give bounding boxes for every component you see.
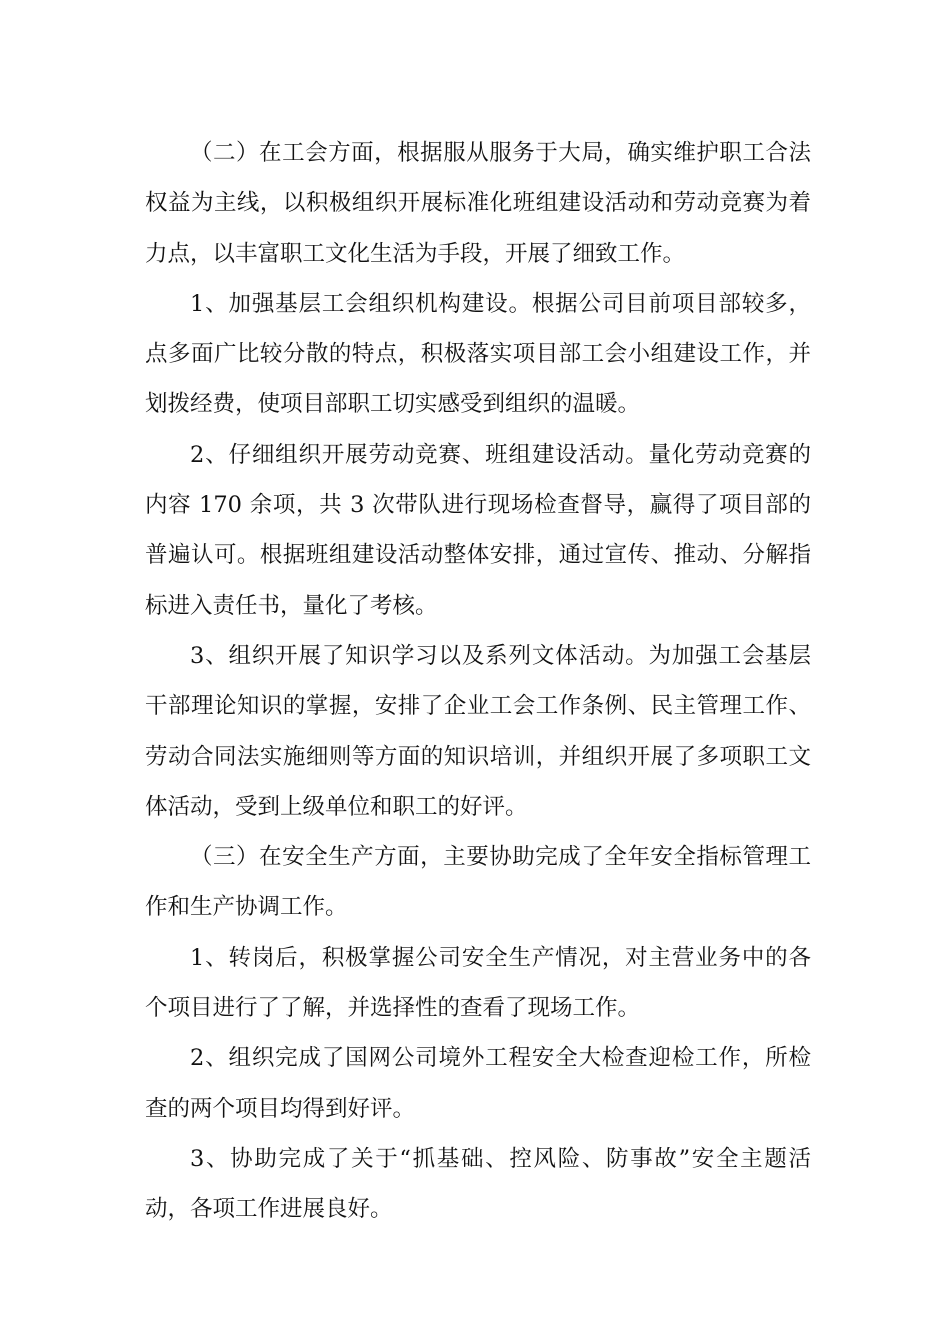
- paragraph-union-item-2: 2、仔细组织开展劳动竞赛、班组建设活动。量化劳动竞赛的内容 170 余项，共 3 次带队进行现场检查督导，赢得了项目部的普遍认可。根据班组建设活动整体安排，通过宣传、推动、分解指标进入责任书，量化了考核。: [145, 441, 811, 619]
- paragraph-safety-section: （三）在安全生产方面，主要协助完成了全年安全指标管理工作和生产协调工作。: [145, 844, 811, 921]
- paragraph-union-item-3: 3、组织开展了知识学习以及系列文体活动。为加强工会基层干部理论知识的掌握，安排了企业工会工作条例、民主管理工作、劳动合同法实施细则等方面的知识培训，并组织开展了多项职工文体活动，受到上级单位和职工的好评。: [145, 642, 811, 820]
- paragraph-union-section: （二）在工会方面，根据服从服务于大局，确实维护职工合法权益为主线，以积极组织开展标准化班组建设活动和劳动竞赛为着力点，以丰富职工文化生活为手段，开展了细致工作。: [145, 140, 811, 267]
- paragraph-safety-item-1: 1、转岗后，积极掌握公司安全生产情况，对主营业务中的各个项目进行了了解，并选择性的查看了现场工作。: [145, 944, 811, 1022]
- document-body: [145, 128, 811, 1235]
- paragraph-union-item-1: 1、加强基层工会组织机构建设。根据公司目前项目部较多，点多面广比较分散的特点，积极落实项目部工会小组建设工作，并划拨经费，使项目部职工切实感受到组织的温暖。: [145, 290, 811, 418]
- paragraph-safety-item-3: 3、协助完成了关于“抓基础、控风险、防事故”安全主题活动，各项工作进展良好。: [145, 1145, 811, 1223]
- paragraph-safety-item-2: 2、组织完成了国网公司境外工程安全大检查迎检工作，所检查的两个项目均得到好评。: [145, 1045, 811, 1122]
